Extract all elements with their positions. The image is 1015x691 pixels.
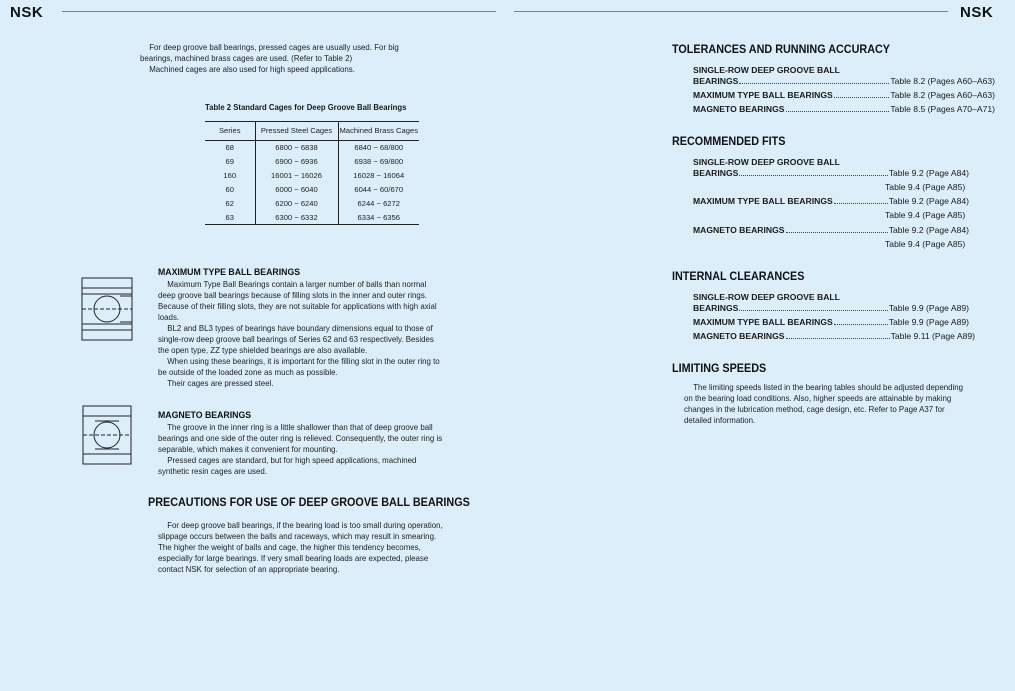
intro-paragraph: For deep groove ball bearings, pressed cages are usually used. For big bearings, machined brass cages are used. (Refer to Table 2) Machined cages are also used for high speed applications. xyxy=(140,42,399,74)
nsk-logo-right: NSK xyxy=(960,4,994,21)
clearances-item-single-row: BEARINGS Table 9.9 (Page A89) xyxy=(693,303,969,313)
magneto-title: MAGNETO BEARINGS xyxy=(158,410,252,421)
tolerances-item-single-row: BEARINGS Table 8.2 (Pages A60–A63) xyxy=(693,76,995,86)
table-row: 68 6800 ~ 6838 6840 ~ 68/800 xyxy=(205,140,419,154)
table-row: 60 6000 ~ 6040 6044 ~ 60/670 xyxy=(205,182,419,196)
fits-title: RECOMMENDED FITS xyxy=(672,134,786,148)
magneto-bearing-drawing-icon xyxy=(80,404,134,466)
tolerances-line-a: SINGLE-ROW DEEP GROOVE BALL xyxy=(693,65,840,75)
fits-item-single-row-extra: Table 9.4 (Page A85) xyxy=(885,182,966,192)
precautions-title: PRECAUTIONS FOR USE OF DEEP GROOVE BALL BEARINGS xyxy=(148,495,470,509)
fits-item-magneto: MAGNETO BEARINGS Table 9.2 (Page A84) xyxy=(693,225,969,235)
table2-title: Table 2 Standard Cages for Deep Groove Ball Bearings xyxy=(205,102,407,112)
table2-header-series: Series xyxy=(205,122,255,140)
tolerances-item-magneto: MAGNETO BEARINGS Table 8.5 (Pages A70–A71) xyxy=(693,104,995,114)
tolerances-item-maximum: MAXIMUM TYPE BALL BEARINGS Table 8.2 (Pages A60–A63) xyxy=(693,90,995,100)
clearances-title: INTERNAL CLEARANCES xyxy=(672,269,805,283)
table-row: 62 6200 ~ 6240 6244 ~ 6272 xyxy=(205,196,419,210)
maximum-paragraph: Maximum Type Ball Bearings contain a larger number of balls than normal deep groove ball bearings because of filling slots in the inner and outer rings. Because of their filling slots, they are not suitable for applications with high axial loads. BL2 and BL3 types of bearings have boundary dimensions equal to those of single-row deep groove ball bearings of Series 62 and 63 respectively. Besides the open type, ZZ type shielded bearings are also available. When using these bearings, it is important for the filling slot in the outer ring to be outside of the loaded zone as much as possible. Their cages are pressed steel. xyxy=(158,279,440,388)
clearances-line-a: SINGLE-ROW DEEP GROOVE BALL xyxy=(693,292,840,302)
table-row: 63 6300 ~ 6332 6334 ~ 6356 xyxy=(205,210,419,224)
table2 xyxy=(205,121,419,225)
table-row: 69 6900 ~ 6936 6938 ~ 69/800 xyxy=(205,154,419,168)
clearances-item-maximum: MAXIMUM TYPE BALL BEARINGS Table 9.9 (Page A89) xyxy=(693,317,969,327)
fits-item-maximum: MAXIMUM TYPE BALL BEARINGS Table 9.2 (Page A84) xyxy=(693,196,969,206)
speeds-title: LIMITING SPEEDS xyxy=(672,361,767,375)
fits-item-magneto-extra: Table 9.4 (Page A85) xyxy=(885,239,966,249)
clearances-item-magneto: MAGNETO BEARINGS Table 9.11 (Page A89) xyxy=(693,331,975,341)
fits-item-maximum-extra: Table 9.4 (Page A85) xyxy=(885,210,966,220)
fits-item-single-row: BEARINGS Table 9.2 (Page A84) xyxy=(693,168,969,178)
maximum-title: MAXIMUM TYPE BALL BEARINGS xyxy=(158,267,301,278)
tolerances-title: TOLERANCES AND RUNNING ACCURACY xyxy=(672,42,891,56)
speeds-paragraph: The limiting speeds listed in the bearing tables should be adjusted depending on the bearing load conditions. Also, higher speeds are attainable by making changes in the lubrication method, cage design, etc. Refer to Page A37 for detailed information. xyxy=(684,382,964,425)
magneto-paragraph: The groove in the inner ring is a little shallower than that of deep groove ball bearings and one side of the outer ring is relieved. Consequently, the outer ring is separable, which makes it convenient for mounting. Pressed cages are standard, but for high speed applications, machined synthetic resin cages are used. xyxy=(158,422,443,476)
table2-header-pressed: Pressed Steel Cages xyxy=(255,122,338,140)
header-rule-left xyxy=(62,11,496,12)
maximum-bearing-drawing-icon xyxy=(80,276,134,342)
table-row: 160 16001 ~ 16026 16028 ~ 16064 xyxy=(205,168,419,182)
fits-line-a: SINGLE-ROW DEEP GROOVE BALL xyxy=(693,157,840,167)
header-rule-right xyxy=(514,11,948,12)
nsk-logo-left: NSK xyxy=(10,4,44,21)
table2-header-machined: Machined Brass Cages xyxy=(338,122,419,140)
precautions-paragraph: For deep groove ball bearings, if the bearing load is too small during operation, slippage occurs between the balls and raceways, which may result in smearing. The higher the weight of balls and cage, the higher this tendency becomes, especially for large bearings. If very small bearing loads are expected, please contact NSK for selection of an appropriate bearing. xyxy=(158,520,443,574)
